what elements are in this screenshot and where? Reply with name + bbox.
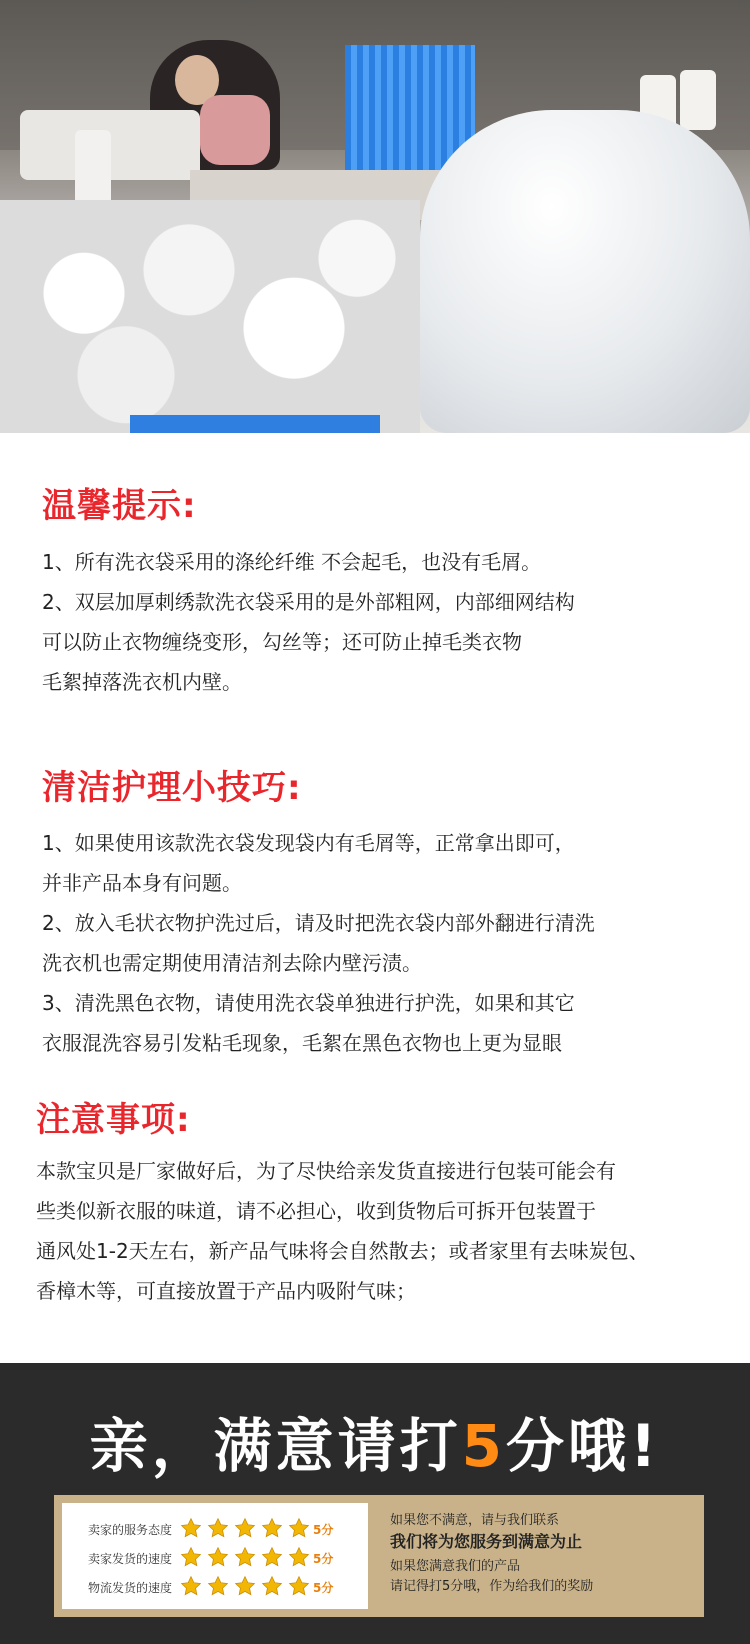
rating-stars[interactable] — [180, 1546, 315, 1571]
care-line-5: 3、清洗黑色衣物，请使用洗衣袋单独进行护洗，如果和其它 — [42, 991, 575, 1015]
star-icon[interactable] — [261, 1517, 283, 1539]
message-line-1: 如果您不满意，请与我们联系 — [390, 1513, 560, 1528]
star-icon[interactable] — [207, 1546, 229, 1568]
star-icon[interactable] — [288, 1575, 310, 1597]
star-icon[interactable] — [180, 1575, 202, 1597]
rating-row-label: 卖家发货的速度 — [88, 1552, 173, 1566]
rating-row-label: 卖家的服务态度 — [88, 1523, 173, 1537]
notice-line-2: 些类似新衣服的味道，请不必担心，收到货物后可拆开包装置于 — [36, 1199, 596, 1223]
star-icon[interactable] — [234, 1517, 256, 1539]
notice-line-1: 本款宝贝是厂家做好后，为了尽快给亲发货直接进行包装可能会有 — [36, 1159, 616, 1183]
message-line-3: 如果您满意我们的产品 — [390, 1559, 521, 1574]
tips-title: 温馨提示: — [42, 486, 197, 526]
star-icon[interactable] — [234, 1575, 256, 1597]
message-line-4: 请记得打5分哦，作为给我们的奖励 — [390, 1579, 594, 1594]
star-icon[interactable] — [180, 1517, 202, 1539]
rating-panel — [0, 1363, 750, 1644]
star-icon[interactable] — [261, 1546, 283, 1568]
rating-score: 5分 — [313, 1523, 334, 1537]
star-icon[interactable] — [207, 1575, 229, 1597]
thread-spool — [75, 130, 111, 205]
tips-line-2: 2、双层加厚刺绣款洗衣袋采用的是外部粗网，内部细网结构 — [42, 590, 575, 614]
rating-row-logistics — [88, 1575, 368, 1597]
worker-apron — [200, 95, 270, 165]
star-icon[interactable] — [288, 1517, 310, 1539]
rating-row-shipping — [88, 1546, 368, 1568]
rating-rows — [62, 1503, 368, 1609]
notice-title: 注意事项: — [36, 1100, 191, 1140]
rating-stars[interactable] — [180, 1575, 315, 1600]
rating-stars[interactable] — [180, 1517, 315, 1542]
tips-line-1: 1、所有洗衣袋采用的涤纶纤维 不会起毛，也没有毛屑。 — [42, 550, 542, 574]
tips-line-4: 毛絮掉落洗衣机内壁。 — [42, 670, 242, 694]
rating-score: 5分 — [313, 1581, 334, 1595]
care-line-1: 1、如果使用该款洗衣袋发现袋内有毛屑等，正常拿出即可， — [42, 831, 575, 855]
thread-spool-right-2 — [680, 70, 716, 130]
notice-line-3: 通风处1-2天左右，新产品气味将会自然散去；或者家里有去味炭包、 — [36, 1239, 649, 1263]
star-icon[interactable] — [261, 1575, 283, 1597]
tips-line-3: 可以防止衣物缠绕变形，勾丝等；还可防止掉毛类衣物 — [42, 630, 522, 654]
notice-line-4: 香樟木等，可直接放置于产品内吸附气味； — [36, 1279, 416, 1303]
pile-of-bra-cups — [0, 200, 420, 433]
care-title: 清洁护理小技巧: — [42, 768, 302, 808]
rating-headline-after: 分哦! — [505, 1412, 661, 1480]
factory-photo — [0, 0, 750, 433]
rating-headline-before: 亲，满意请打 — [89, 1412, 462, 1480]
care-line-3: 2、放入毛状衣物护洗过后，请及时把洗衣袋内部外翻进行清洗 — [42, 911, 595, 935]
care-line-4: 洗衣机也需定期使用清洁剂去除内壁污渍。 — [42, 951, 422, 975]
message-line-2: 我们将为您服务到满意为止 — [390, 1532, 583, 1551]
rating-headline — [0, 1399, 750, 1483]
rating-row-service — [88, 1517, 368, 1539]
plastic-bag-of-cups — [420, 110, 750, 433]
rating-card — [54, 1495, 704, 1617]
star-icon[interactable] — [234, 1546, 256, 1568]
star-icon[interactable] — [180, 1546, 202, 1568]
care-line-6: 衣服混洗容易引发粘毛现象，毛絮在黑色衣物也上更为显眼 — [42, 1031, 562, 1055]
rating-score: 5分 — [313, 1552, 334, 1566]
star-icon[interactable] — [288, 1546, 310, 1568]
blue-tray-edge — [130, 415, 380, 433]
rating-headline-number: 5 — [461, 1412, 506, 1480]
rating-row-label: 物流发货的速度 — [88, 1581, 173, 1595]
star-icon[interactable] — [207, 1517, 229, 1539]
care-line-2: 并非产品本身有问题。 — [42, 871, 242, 895]
